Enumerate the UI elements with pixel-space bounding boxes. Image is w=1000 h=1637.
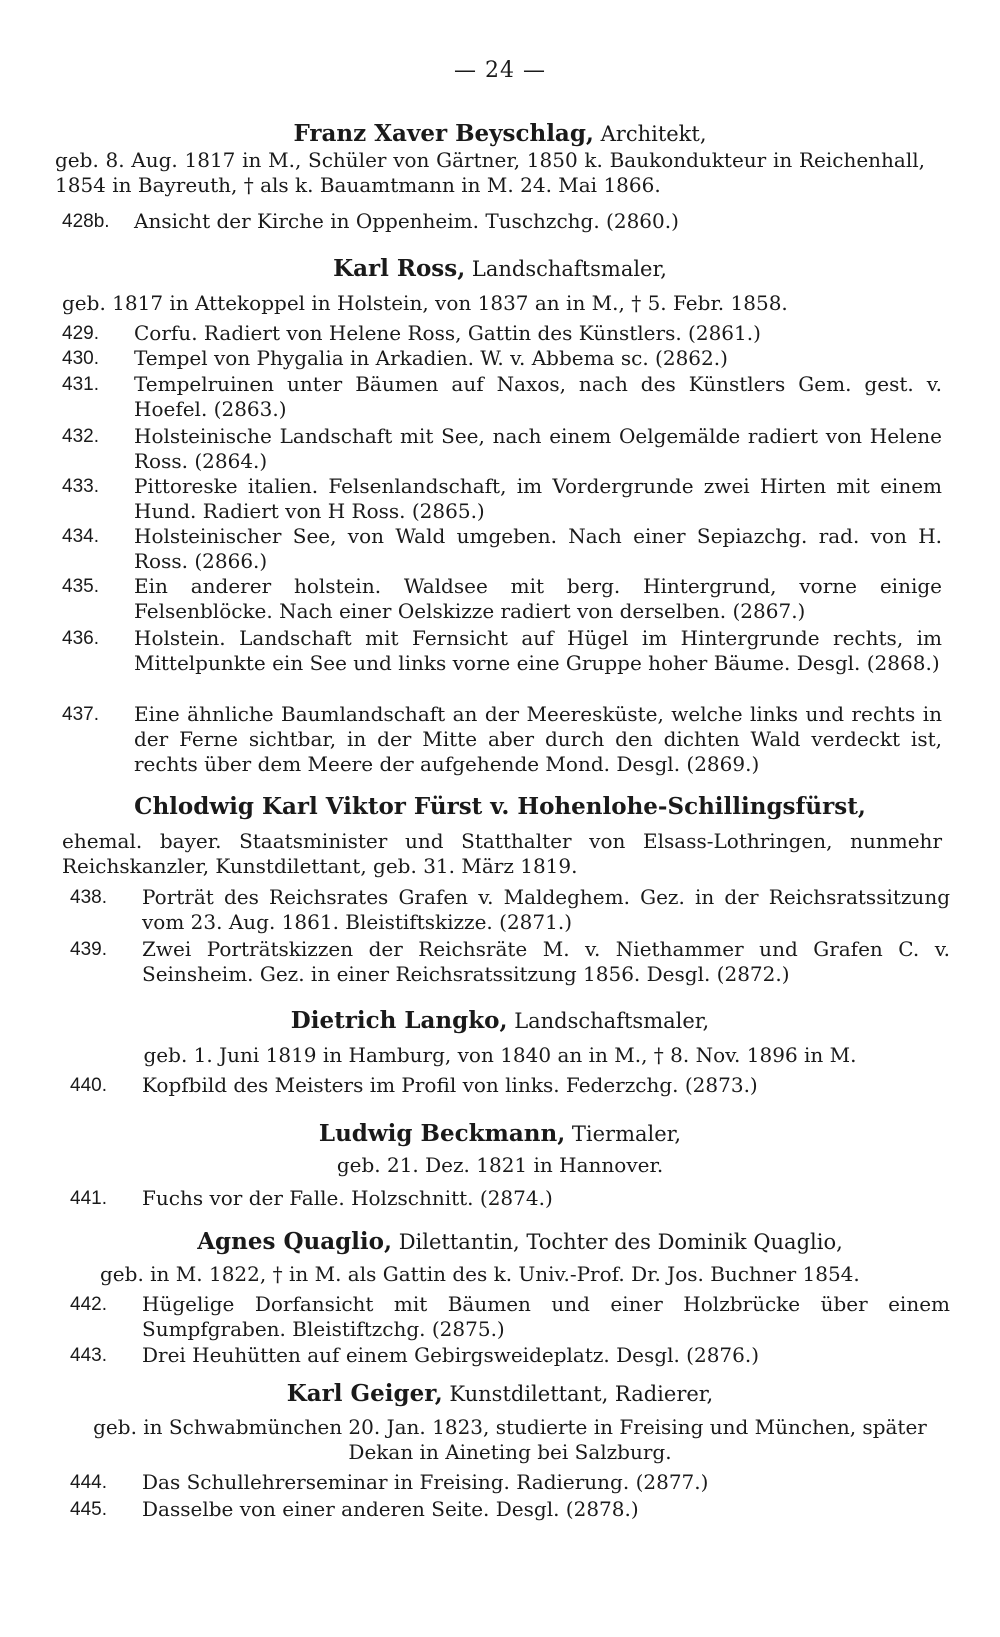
artist-bio: geb. 21. Dez. 1821 in Hannover.: [336, 1153, 664, 1177]
entry-number: 428b.: [62, 211, 110, 232]
entry-number: 443.: [70, 1345, 107, 1366]
entry-text: Tempel von Phygalia in Arkadien. W. v. Abbema sc. (2862.): [134, 346, 728, 370]
entry-text: Pittoreske italien. Felsenlandschaft, im Vordergrunde zwei Hirten mit einem Hund. Radiert von H Ross. (2865.): [134, 474, 942, 523]
entry-number: 429.: [62, 323, 99, 344]
artist-bio: geb. 1817 in Attekoppel in Holstein, von 1837 an in M., † 5. Febr. 1858.: [62, 291, 788, 315]
artist-role: Landschaftsmaler,: [514, 1009, 710, 1033]
entry-number: 445.: [70, 1499, 107, 1520]
entry-number: 444.: [70, 1472, 107, 1493]
entry-number: 440.: [70, 1075, 107, 1096]
artist-name: Ludwig Beckmann,: [318, 1120, 566, 1147]
entry-text: Ein anderer holstein. Waldsee mit berg. Hintergrund, vorne einige Felsenblöcke. Nach einer Oelskizze radiert von derselben. (2867.): [134, 574, 942, 623]
artist-role: Dilettantin, Tochter des Dominik Quaglio,: [398, 1230, 843, 1254]
artist-role: Landschaftsmaler,: [471, 257, 667, 281]
artist-heading: [0, 1007, 1000, 1034]
entry-number: 438.: [70, 887, 107, 908]
artist-role: Architekt,: [600, 122, 707, 146]
artist-name: Agnes Quaglio,: [197, 1228, 393, 1255]
entry-number: 436.: [62, 628, 99, 649]
artist-bio: geb. in M. 1822, † in M. als Gattin des k. Univ.-Prof. Dr. Jos. Buchner 1854.: [100, 1262, 860, 1286]
entry-number: 433.: [62, 476, 99, 497]
artist-heading: [20, 1228, 1000, 1255]
entry-number: 430.: [62, 348, 99, 369]
artist-name: Dietrich Langko,: [290, 1007, 508, 1034]
artist-bio: geb. in Schwabmünchen 20. Jan. 1823, studierte in Freising und München, später Dekan in Aineting bei Salzburg.: [93, 1415, 927, 1464]
entry-number: 431.: [62, 374, 99, 395]
entry-number: 441.: [70, 1188, 107, 1209]
entry-number: 435.: [62, 576, 99, 597]
entry-text: Eine ähnliche Baumlandschaft an der Meeresküste, welche links und rechts in der Ferne sichtbar, in der Mitte aber durch den dichten Wald verdeckt ist, rechts über dem Meere der aufgehende Mond. Desgl. (2869.): [134, 702, 942, 776]
entry-text: Ansicht der Kirche in Oppenheim. Tuschzchg. (2860.): [134, 209, 679, 233]
page-number: — 24 —: [454, 58, 546, 83]
entry-number: 439.: [70, 939, 107, 960]
artist-name: Karl Ross,: [333, 255, 466, 282]
entry-number: 434.: [62, 526, 99, 547]
entry-text: Kopfbild des Meisters im Profil von links. Federzchg. (2873.): [142, 1073, 758, 1097]
artist-role: Kunstdilettant, Radierer,: [449, 1382, 714, 1406]
artist-heading: [0, 120, 1000, 147]
entry-text: Holstein. Landschaft mit Fernsicht auf Hügel im Hintergrunde rechts, im Mittelpunkte ein See und links vorne eine Gruppe hoher Bäume. Desgl. (2868.): [134, 626, 942, 675]
entry-text: Holsteinische Landschaft mit See, nach einem Oelgemälde radiert von Helene Ross. (2864.): [134, 424, 942, 473]
entry-number: 437.: [62, 704, 99, 725]
artist-heading: [0, 793, 1000, 820]
artist-bio: ehemal. bayer. Staatsminister und Statthalter von Elsass-Lothringen, nunmehr Reichskanzler, Kunstdilettant, geb. 31. März 1819.: [62, 829, 942, 878]
entry-text: Hügelige Dorfansicht mit Bäumen und einer Holzbrücke über einem Sumpfgraben. Bleistiftzchg. (2875.): [142, 1292, 950, 1341]
artist-name: Chlodwig Karl Viktor Fürst v. Hohenlohe-Schillingsfürst,: [134, 793, 866, 820]
entry-text: Drei Heuhütten auf einem Gebirgsweideplatz. Desgl. (2876.): [142, 1343, 760, 1367]
entry-text: Dasselbe von einer anderen Seite. Desgl. (2878.): [142, 1497, 639, 1521]
artist-heading: [0, 1380, 1000, 1407]
entry-text: Fuchs vor der Falle. Holzschnitt. (2874.): [142, 1186, 553, 1210]
artist-name: Franz Xaver Beyschlag,: [293, 120, 594, 147]
entry-text: Das Schullehrerseminar in Freising. Radierung. (2877.): [142, 1470, 709, 1494]
artist-role: Tiermaler,: [571, 1122, 682, 1146]
entry-text: Porträt des Reichsrates Grafen v. Maldeghem. Gez. in der Reichsratssitzung vom 23. Aug. 1861. Bleistiftskizze. (2871.): [142, 885, 950, 934]
entry-text: Zwei Porträtskizzen der Reichsräte M. v. Niethammer und Grafen C. v. Seinsheim. Gez. in einer Reichsratssitzung 1856. Desgl. (2872.): [142, 937, 950, 986]
artist-heading: [0, 255, 1000, 282]
entry-number: 442.: [70, 1294, 107, 1315]
entry-text: Tempelruinen unter Bäumen auf Naxos, nach des Künstlers Gem. gest. v. Hoefel. (2863.): [134, 372, 942, 421]
artist-bio: geb. 1. Juni 1819 in Hamburg, von 1840 an in M., † 8. Nov. 1896 in M.: [143, 1043, 857, 1067]
artist-name: Karl Geiger,: [286, 1380, 443, 1407]
artist-bio: geb. 8. Aug. 1817 in M., Schüler von Gärtner, 1850 k. Baukondukteur in Reichenhall, 1854 in Bayreuth, † als k. Bauamtmann in M. 24. Mai 1866.: [55, 148, 925, 197]
artist-heading: [0, 1120, 1000, 1147]
entry-text: Corfu. Radiert von Helene Ross, Gattin des Künstlers. (2861.): [134, 321, 761, 345]
entry-text: Holsteinischer See, von Wald umgeben. Nach einer Sepiazchg. rad. von H. Ross. (2866.): [134, 524, 942, 573]
entry-number: 432.: [62, 426, 99, 447]
